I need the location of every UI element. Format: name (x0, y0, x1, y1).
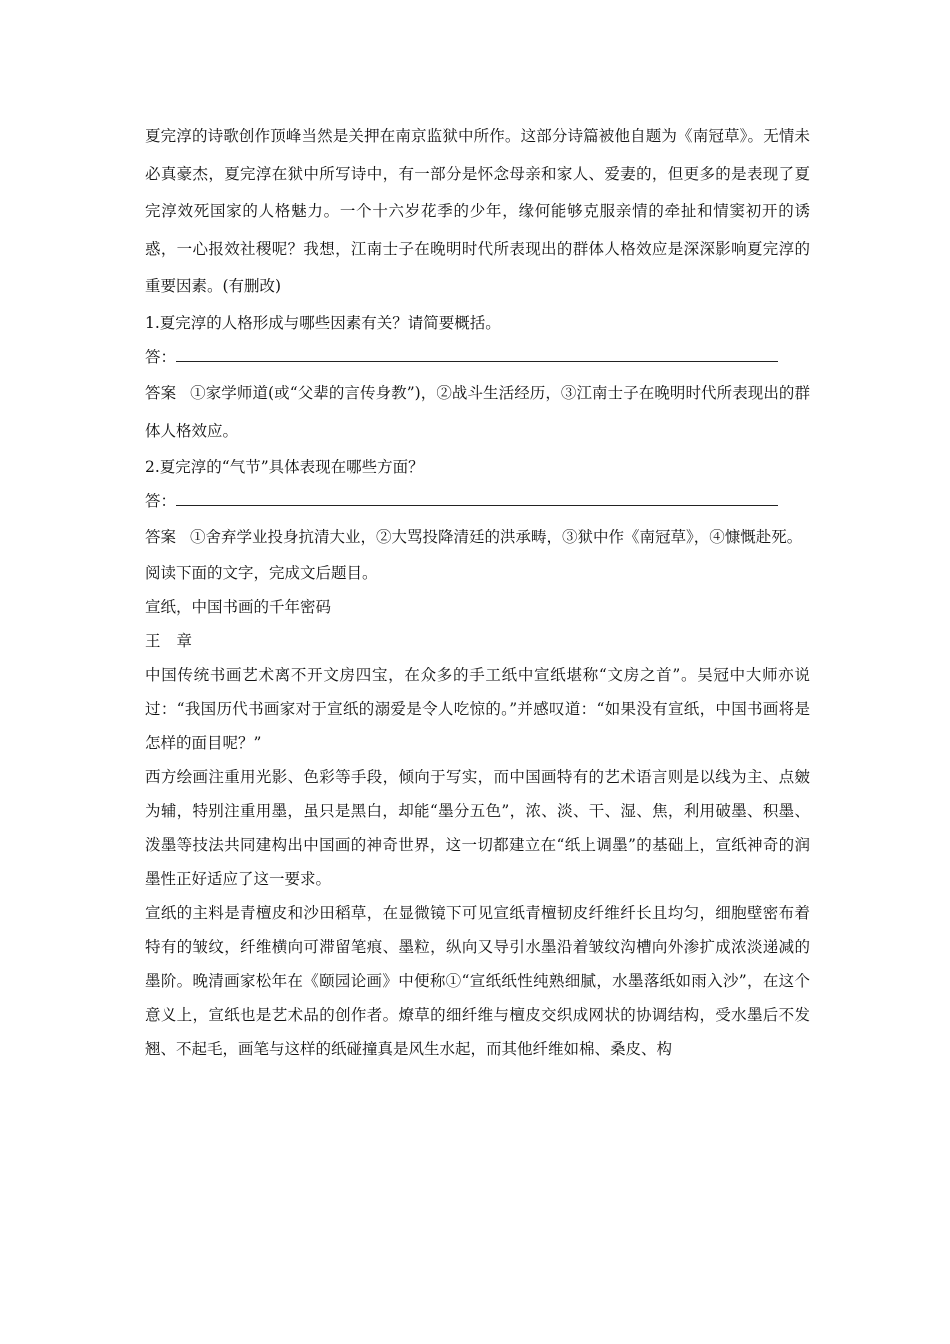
answer-1 (145, 374, 810, 450)
answer-underline[interactable] (176, 487, 778, 506)
answer-prompt: 答： (145, 347, 177, 366)
article-paragraph: 西方绘画注重用光影、色彩等手段，倾向于写实，而中国画特有的艺术语言则是以线为主、点皴为辅，特别注重用墨，虽只是黑白，却能“墨分五色”，浓、淡、干、湿、焦，利用破墨、积墨、泼墨等技法共同建构出中国画的神奇世界，这一切都建立在“纸上调墨”的基础上，宣纸神奇的润墨性正好适应了这一要求。 (145, 767, 810, 888)
article-paragraph: 宣纸的主料是青檀皮和沙田稻草，在显微镜下可见宣纸青檀韧皮纤维纤长且均匀，细胞壁密布着特有的皱纹，纤维横向可滞留笔痕、墨粒，纵向又导引水墨沿着皱纹沟槽向外渗扩成浓淡递减的墨阶。晚清画家松年在《颐园论画》中便称①“宣纸纸性纯熟细腻，水墨落纸如雨入沙”，在这个意义上，宣纸也是艺术品的创作者。燎草的细纤维与檀皮交织成网状的协调结构，受水墨后不发翘、不起毛，画笔与这样的纸碰撞真是风生水起，而其他纤维如棉、桑皮、构 (145, 903, 810, 1058)
answer-tag: 答案 (145, 383, 177, 402)
article-paragraph: 中国传统书画艺术离不开文房四宝，在众多的手工纸中宣纸堪称“文房之首”。吴冠中大师亦说过：“我国历代书画家对于宣纸的溺爱是令人吃惊的。”并感叹道：“如果没有宣纸，中国书画将是怎样的面目呢？” (145, 665, 810, 752)
author-given: 王 (145, 631, 161, 650)
answer-2 (145, 518, 810, 556)
answer-blank-2 (145, 484, 810, 518)
document-page (145, 118, 810, 1066)
reading-instruction: 阅读下面的文字，完成文后题目。 (145, 563, 378, 582)
answer-underline[interactable] (176, 343, 778, 362)
answer-text: ①舍弃学业投身抗清大业，②大骂投降清廷的洪承畴，③狱中作《南冠草》，④慷慨赴死。 (190, 527, 803, 546)
article-title: 宣纸，中国书画的千年密码 (145, 597, 332, 616)
answer-text: ①家学师道(或“父辈的言传身教”)，②战斗生活经历，③江南士子在晚明时代所表现出的群体人格效应。 (145, 383, 810, 440)
answer-tag: 答案 (145, 527, 177, 546)
answer-blank-1 (145, 340, 810, 374)
article-author (145, 624, 810, 658)
question-2: 2.夏完淳的“气节”具体表现在哪些方面？ (145, 457, 424, 476)
answer-prompt: 答： (145, 491, 177, 510)
intro-paragraph: 夏完淳的诗歌创作顶峰当然是关押在南京监狱中所作。这部分诗篇被他自题为《南冠草》。无情未必真豪杰，夏完淳在狱中所写诗中，有一部分是怀念母亲和家人、爱妻的，但更多的是表现了夏完淳效死国家的人格魅力。一个十六岁花季的少年，缘何能够克服亲情的牵扯和情窦初开的诱惑，一心报效社稷呢？我想，江南士子在晚明时代所表现出的群体人格效应是深深影响夏完淳的重要因素。(有删改) (145, 127, 810, 295)
author-family: 章 (176, 631, 193, 650)
question-1: 1.夏完淳的人格形成与哪些因素有关？请简要概括。 (145, 313, 501, 332)
